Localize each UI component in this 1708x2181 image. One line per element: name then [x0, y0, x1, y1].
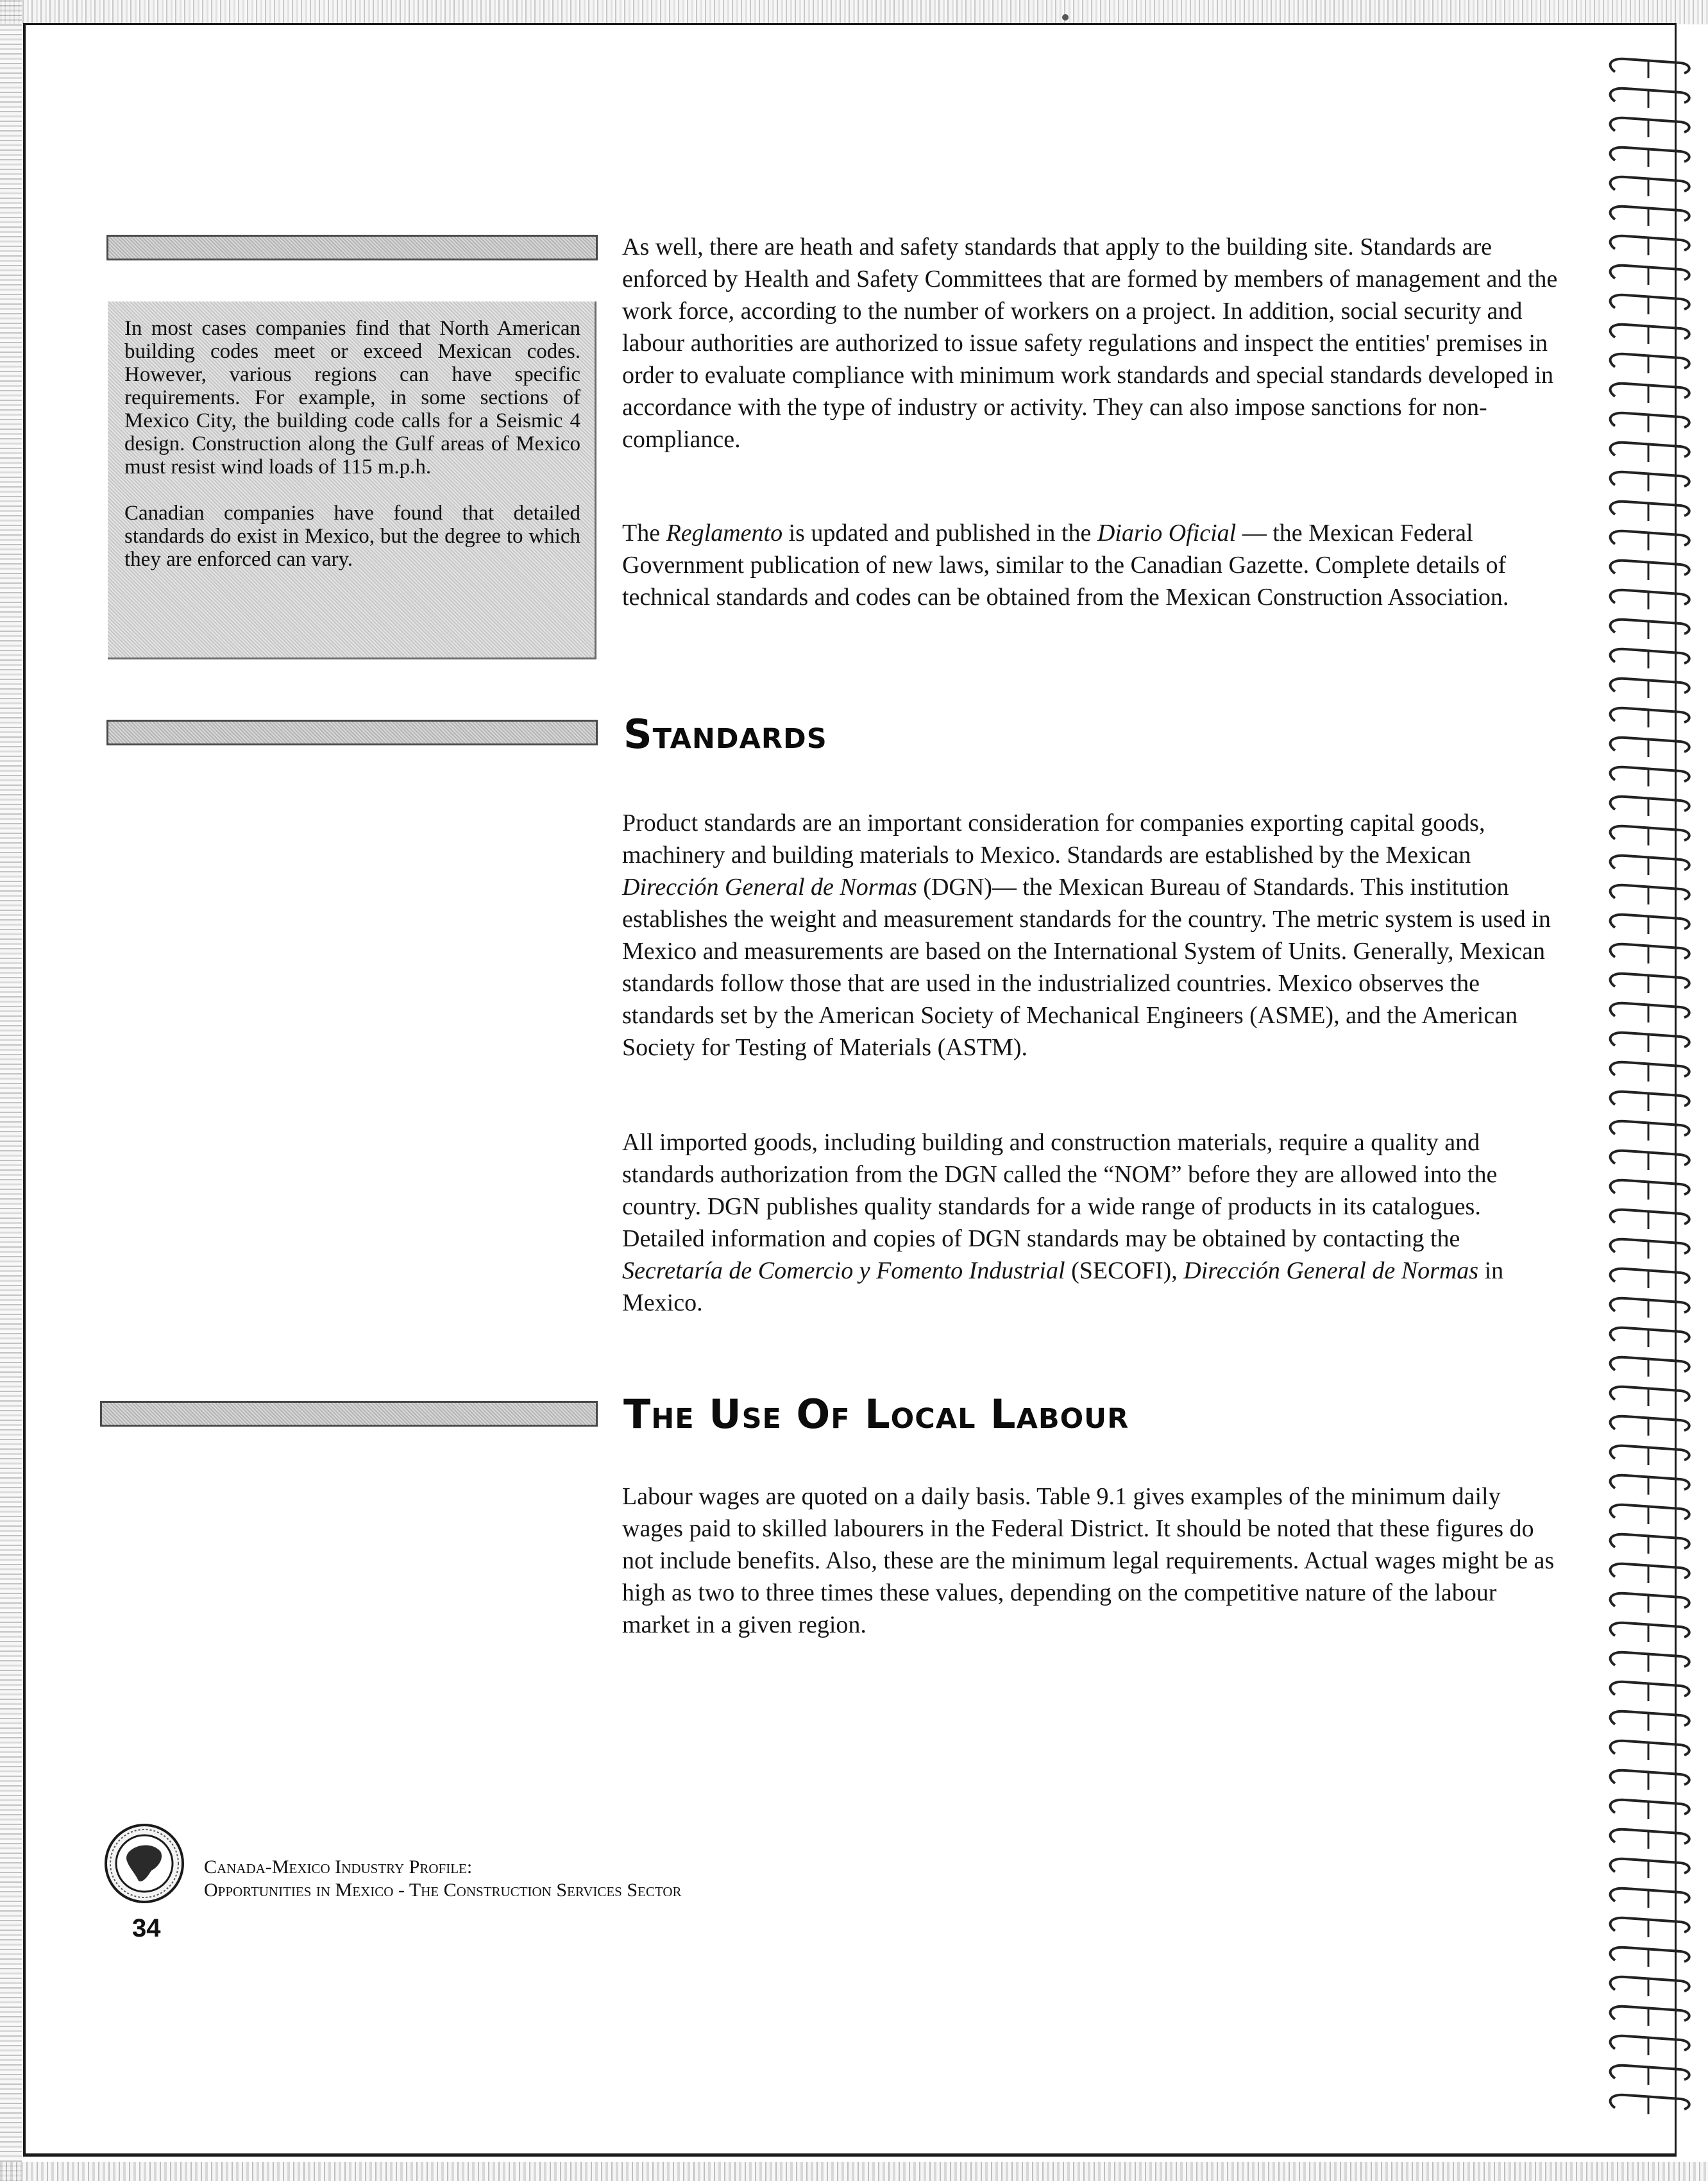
text-run-italic: Dirección General de Normas: [622, 874, 917, 901]
spiral-coil: [1611, 118, 1689, 132]
text-run: is updated and published in the: [782, 520, 1097, 547]
spiral-coil: [1611, 1888, 1689, 1903]
spiral-coil: [1611, 266, 1689, 280]
spiral-coil: [1611, 1829, 1689, 1844]
spiral-coil: [1611, 1948, 1689, 1962]
spiral-coil: [1611, 295, 1689, 309]
spiral-coil: [1611, 738, 1689, 752]
labour-heading: The Use Of Local Labour: [623, 1391, 1129, 1438]
spiral-coil: [1611, 177, 1689, 191]
spiral-coil: [1611, 472, 1689, 486]
sidebar-bar-labour: [100, 1401, 598, 1427]
spiral-coil: [1611, 1918, 1689, 1932]
spiral-coil: [1611, 1977, 1689, 1991]
spiral-coil: [1611, 2066, 1689, 2080]
spiral-coil: [1611, 620, 1689, 634]
spiral-coil: [1611, 384, 1689, 398]
spiral-coil: [1611, 531, 1689, 545]
sidebar-bar-standards: [106, 720, 598, 745]
spiral-coil: [1611, 1357, 1689, 1371]
spiral-coil: [1611, 944, 1689, 958]
spiral-coil: [1611, 974, 1689, 988]
spiral-coil: [1611, 561, 1689, 575]
spiral-coil: [1611, 1623, 1689, 1637]
spiral-coil: [1611, 1416, 1689, 1430]
scan-edge-top: [0, 0, 1708, 24]
spiral-coil: [1611, 1033, 1689, 1047]
spiral-coil: [1611, 1210, 1689, 1224]
text-run-italic: Secretaría de Comercio y Fomento Industrial: [622, 1257, 1065, 1284]
page-number: 34: [132, 1914, 161, 1942]
reglamento-paragraph: [622, 517, 1565, 613]
spiral-coil: [1611, 1564, 1689, 1578]
intro-paragraph: As well, there are heath and safety standards that apply to the building site. Standards are enforced by Health and Safety Committees that are formed by members of management and the work force, according to the number of workers on a project. In addition, social security and labour authorities are authorized to issue safety regulations and inspect the entities' premises in order to evaluate compliance with minimum work standards and special standards developed in accordance with the type of industry or activity. They can also impose sanctions for non-compliance.: [622, 233, 1558, 453]
spiral-coil: [1611, 797, 1689, 811]
text-run: (DGN)— the Mexican Bureau of Standards. This institution establishes the weight and measurement standards for the country. The metric system is used in Mexico and measurements are based on the International System of Units. Generally, Mexican standards follow those that are used in the industrialized countries. Mexico observes the standards set by the American Society of Mechanical Engineers (ASME), and the American Society for Testing of Materials (ASTM).: [622, 874, 1551, 1061]
spiral-coil: [1611, 1387, 1689, 1401]
standards-paragraph: [622, 1126, 1565, 1319]
spiral-coil: [1611, 1534, 1689, 1549]
text-run-italic: Dirección General de Normas: [1183, 1257, 1479, 1284]
text-run: The: [622, 520, 666, 547]
callout-paragraph: In most cases companies find that North American building codes meet or exceed Mexican codes. However, various regions can have specific requirements. For example, in some sections of Mexico City, the building code calls for a Seismic 4 design. Construction along the Gulf areas of Mexico must resist wind loads of 115 m.p.h.: [124, 317, 580, 479]
spiral-coil: [1611, 856, 1689, 870]
labour-paragraph: Labour wages are quoted on a daily basis. Table 9.1 gives examples of the minimum daily wages paid to skilled labourers in the Federal District. It should be noted that these figures do not include benefits. Also, these are the minimum legal requirements. Actual wages might be as high as two to three times these values, depending on the competitive nature of the labour market in a given region.: [622, 1483, 1555, 1638]
spiral-coil: [1611, 1475, 1689, 1489]
spiral-coil: [1611, 708, 1689, 722]
spiral-coil: [1611, 207, 1689, 221]
spiral-coil: [1611, 1859, 1689, 1873]
spiral-coil: [1611, 2007, 1689, 2021]
footer-title: [204, 1856, 682, 1902]
spiral-coil: [1611, 1121, 1689, 1135]
spiral-coil: [1611, 2036, 1689, 2050]
spiral-coil: [1611, 1062, 1689, 1076]
spiral-coil: [1611, 1269, 1689, 1283]
spiral-coil: [1611, 915, 1689, 929]
spiral-coil: [1611, 679, 1689, 693]
spiral-coil: [1611, 236, 1689, 250]
spiral-coil: [1611, 89, 1689, 103]
text-run: — the Mexican Federal Government publication of new laws, similar to the Canadian Gazette. Complete details of technical standards and codes can be obtained from the Mexican Construction Association.: [622, 520, 1509, 611]
spiral-coil: [1611, 354, 1689, 368]
spiral-coil: [1611, 2095, 1689, 2109]
spiral-coil: [1611, 767, 1689, 781]
spiral-coil: [1611, 649, 1689, 663]
spiral-coil: [1611, 1003, 1689, 1017]
spiral-coil: [1611, 1741, 1689, 1755]
spiral-coil: [1611, 1770, 1689, 1785]
spiral-coil: [1611, 1180, 1689, 1194]
spiral-coil: [1611, 1298, 1689, 1312]
spiral-coil: [1611, 590, 1689, 604]
spiral-binding: [1603, 32, 1700, 2149]
spiral-coil: [1611, 59, 1689, 73]
text-run-italic: Diario Oficial: [1097, 520, 1237, 547]
text-run: All imported goods, including building and construction materials, require a quality and standards authorization from the DGN called the “NOM” before they are allowed into the country. DGN publishes quality standards for a wide range of products in its catalogues. Detailed information and copies of DGN standards may be obtained by contacting the: [622, 1129, 1498, 1252]
spiral-coil: [1611, 1328, 1689, 1342]
spiral-coil: [1611, 1446, 1689, 1460]
spiral-coil: [1611, 1092, 1689, 1106]
spiral-coil: [1611, 885, 1689, 899]
spiral-coil: [1611, 443, 1689, 457]
sidebar-callout: [108, 301, 596, 659]
footer-title-line: Canada-Mexico Industry Profile:: [204, 1856, 473, 1878]
callout-paragraph: Canadian companies have found that detailed standards do exist in Mexico, but the degree to which they are enforced can vary.: [124, 502, 580, 571]
spiral-coil: [1611, 1593, 1689, 1608]
text-run: in Mexico.: [622, 1257, 1504, 1316]
scan-edge-left: [0, 0, 22, 2181]
spiral-coil: [1611, 148, 1689, 162]
spiral-coil: [1611, 1151, 1689, 1165]
spiral-coil: [1611, 1800, 1689, 1814]
north-america-logo-icon: [103, 1822, 186, 1905]
standards-heading: Standards: [623, 711, 827, 758]
spiral-coil: [1611, 1652, 1689, 1667]
sidebar-bar-intro: [106, 235, 598, 260]
footer-title-line: Opportunities in Mexico - The Construction Services Sector: [204, 1880, 682, 1901]
text-run-italic: Reglamento: [666, 520, 783, 547]
spiral-coil: [1611, 325, 1689, 339]
spiral-coil: [1611, 826, 1689, 840]
text-run: (SECOFI),: [1065, 1257, 1184, 1284]
spiral-coil: [1611, 1505, 1689, 1519]
text-run: Product standards are an important consideration for companies exporting capital goods, machinery and building materials to Mexico. Standards are established by the Mexican: [622, 810, 1485, 869]
spiral-coil: [1611, 1239, 1689, 1253]
spiral-coil: [1611, 502, 1689, 516]
standards-paragraph: [622, 807, 1565, 1064]
scan-edge-bottom: [0, 2162, 1708, 2181]
spiral-coil: [1611, 413, 1689, 427]
spiral-coil: [1611, 1682, 1689, 1696]
spiral-coil: [1611, 1711, 1689, 1726]
scan-dot: [1062, 14, 1069, 21]
